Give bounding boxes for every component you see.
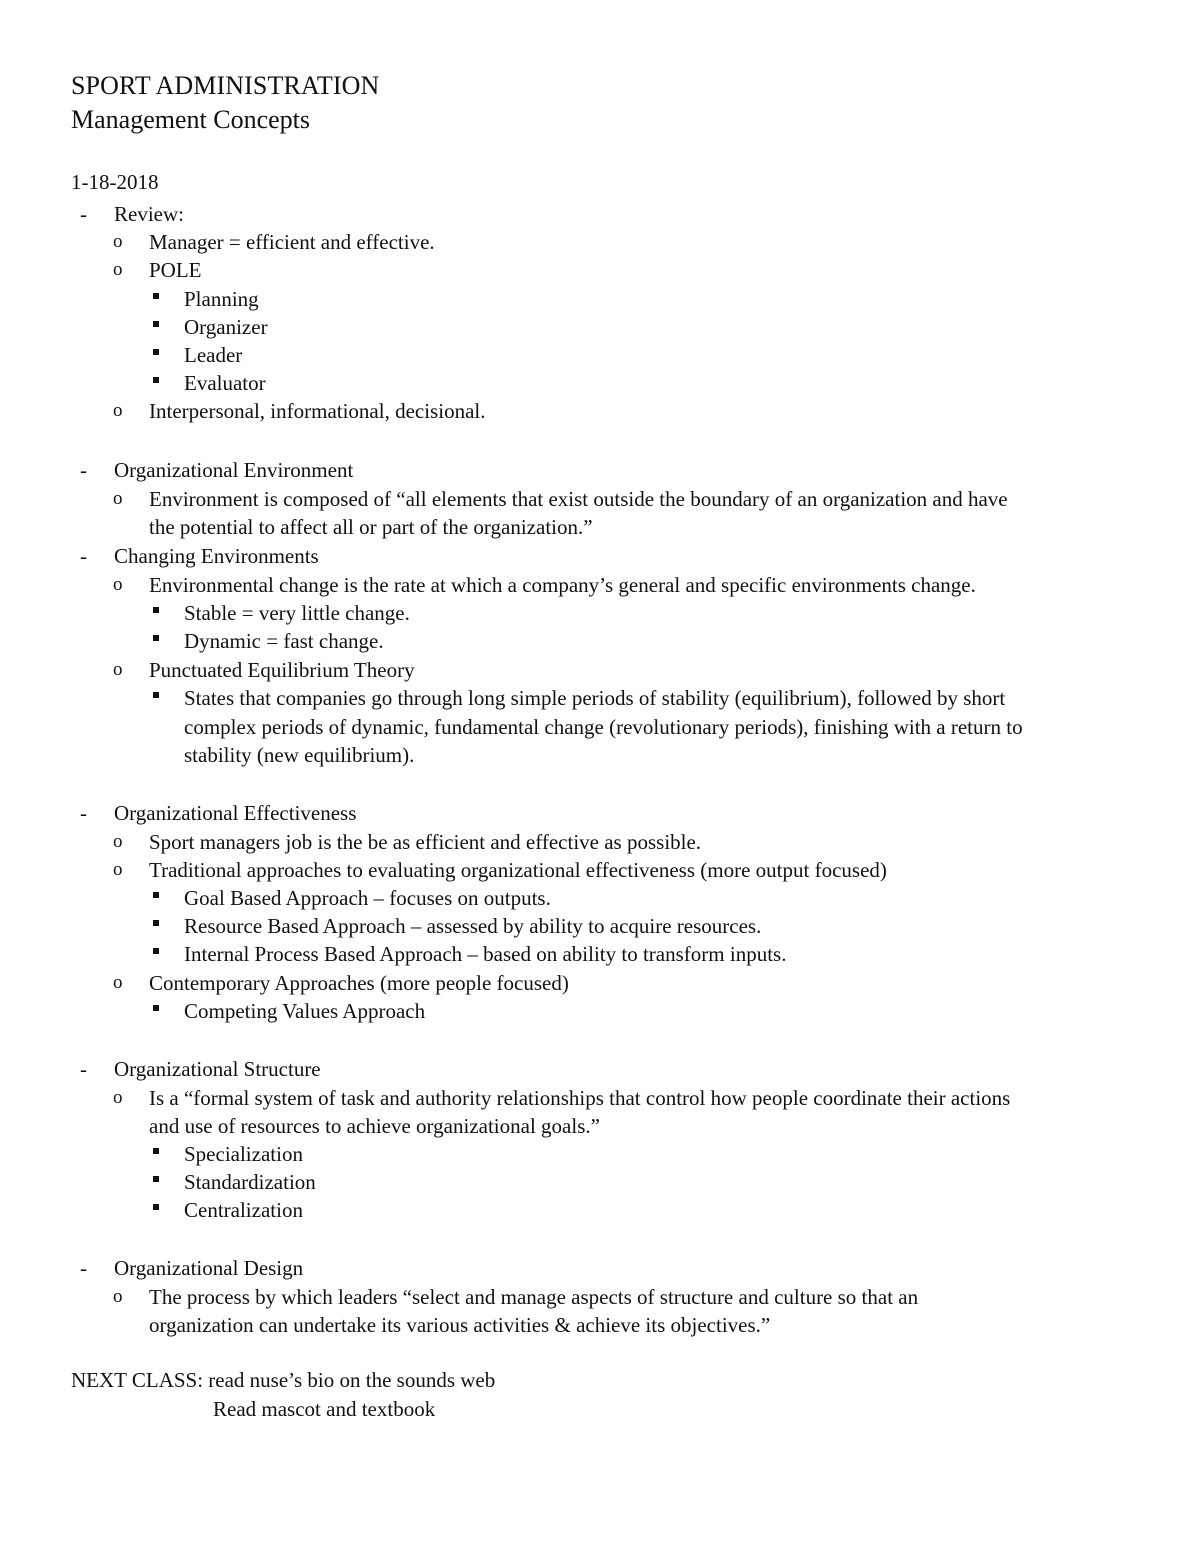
environmental-change-definition: Environmental change is the rate at which a company’s general and specific environments change. (149, 573, 976, 597)
circle-bullet: o (113, 231, 123, 252)
structure-item: Specialization (184, 1142, 303, 1166)
square-bullet (153, 920, 159, 926)
org-environment-definition-cont: the potential to affect all or part of the organization.” (149, 515, 593, 539)
circle-bullet: o (113, 831, 123, 852)
review-pole: POLE (149, 258, 202, 282)
square-bullet (153, 607, 159, 613)
org-structure-heading: Organizational Structure (114, 1057, 321, 1081)
review-manager: Manager = efficient and effective. (149, 230, 435, 254)
changing-environments-heading: Changing Environments (114, 544, 319, 568)
org-effectiveness-heading: Organizational Effectiveness (114, 801, 357, 825)
next-class-note-cont: Read mascot and textbook (213, 1397, 436, 1421)
traditional-approach-item: Internal Process Based Approach – based on ability to transform inputs. (184, 942, 787, 966)
dash-bullet: - (80, 1256, 87, 1280)
circle-bullet: o (113, 488, 123, 509)
circle-bullet: o (113, 1286, 123, 1307)
traditional-approach-item: Resource Based Approach – assessed by ability to acquire resources. (184, 914, 762, 938)
org-environment-heading: Organizational Environment (114, 458, 354, 482)
org-structure-definition: Is a “formal system of task and authority relationships that control how people coordinate their actions (149, 1086, 1011, 1110)
structure-item: Centralization (184, 1198, 303, 1222)
pole-item: Evaluator (184, 371, 266, 395)
square-bullet (153, 349, 159, 355)
contemporary-approaches: Contemporary Approaches (more people focused) (149, 971, 569, 995)
circle-bullet: o (113, 574, 123, 595)
theory-description: States that companies go through long simple periods of stability (equilibrium), followed by short (184, 686, 1006, 710)
pole-item: Leader (184, 343, 243, 367)
dash-bullet: - (80, 1057, 87, 1081)
dash-bullet: - (80, 202, 87, 226)
square-bullet (153, 293, 159, 299)
circle-bullet: o (113, 259, 123, 280)
change-item: Stable = very little change. (184, 601, 410, 625)
review-roles: Interpersonal, informational, decisional. (149, 399, 486, 423)
square-bullet (153, 635, 159, 641)
punctuated-equilibrium-theory: Punctuated Equilibrium Theory (149, 658, 415, 682)
square-bullet (153, 1005, 159, 1011)
document-title: SPORT ADMINISTRATION (71, 71, 380, 100)
pole-item: Organizer (184, 315, 268, 339)
circle-bullet: o (113, 400, 123, 421)
dash-bullet: - (80, 458, 87, 482)
org-design-definition-cont: organization can undertake its various activities & achieve its objectives.” (149, 1313, 771, 1337)
square-bullet (153, 692, 159, 698)
dash-bullet: - (80, 801, 87, 825)
org-design-heading: Organizational Design (114, 1256, 304, 1280)
dash-bullet: - (80, 544, 87, 568)
review-heading: Review: (114, 202, 184, 226)
square-bullet (153, 1148, 159, 1154)
org-environment-definition: Environment is composed of “all elements that exist outside the boundary of an organization and have (149, 487, 1008, 511)
org-structure-definition-cont: and use of resources to achieve organizational goals.” (149, 1114, 600, 1138)
change-item: Dynamic = fast change. (184, 629, 384, 653)
circle-bullet: o (113, 859, 123, 880)
square-bullet (153, 1204, 159, 1210)
contemporary-approach-item: Competing Values Approach (184, 999, 426, 1023)
circle-bullet: o (113, 972, 123, 993)
circle-bullet: o (113, 1087, 123, 1108)
traditional-approach-item: Goal Based Approach – focuses on outputs. (184, 886, 551, 910)
pole-item: Planning (184, 287, 259, 311)
theory-description-cont: stability (new equilibrium). (184, 743, 415, 767)
structure-item: Standardization (184, 1170, 316, 1194)
square-bullet (153, 948, 159, 954)
circle-bullet: o (113, 659, 123, 680)
theory-description-cont: complex periods of dynamic, fundamental change (revolutionary periods), finishing with a return to (184, 715, 1023, 739)
square-bullet (153, 321, 159, 327)
lecture-date: 1-18-2018 (71, 170, 159, 194)
document-subtitle: Management Concepts (71, 105, 310, 134)
sport-manager-job: Sport managers job is the be as efficient and effective as possible. (149, 830, 702, 854)
square-bullet (153, 892, 159, 898)
square-bullet (153, 1176, 159, 1182)
traditional-approaches: Traditional approaches to evaluating organizational effectiveness (more output focused) (149, 858, 887, 882)
square-bullet (153, 377, 159, 383)
next-class-note: NEXT CLASS: read nuse’s bio on the sounds web (71, 1368, 496, 1392)
org-design-definition: The process by which leaders “select and manage aspects of structure and culture so that an (149, 1285, 919, 1309)
